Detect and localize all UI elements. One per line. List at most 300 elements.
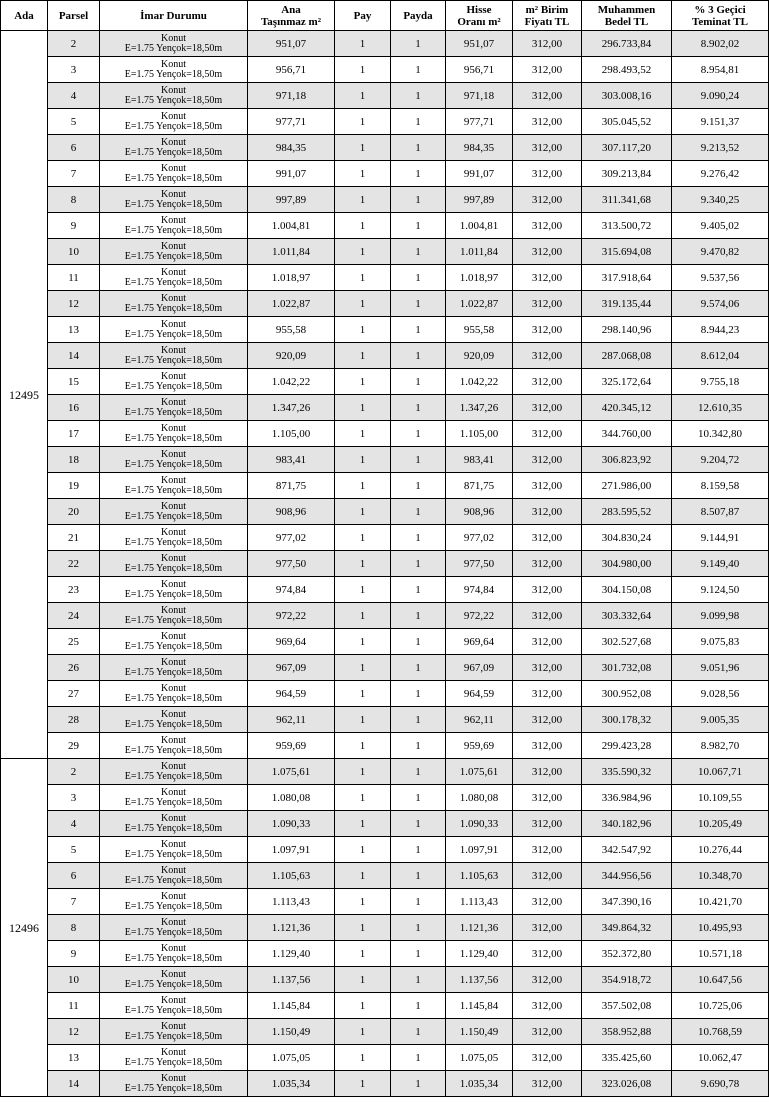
- pay-cell: 1: [335, 343, 391, 369]
- payda-cell: 1: [391, 889, 446, 915]
- payda-cell: 1: [391, 421, 446, 447]
- imar-cell: Konut E=1.75 Yençok=18,50m: [100, 863, 248, 889]
- imar-cell: Konut E=1.75 Yençok=18,50m: [100, 317, 248, 343]
- gecici-teminat-cell: 8.954,81: [672, 57, 769, 83]
- pay-cell: 1: [335, 993, 391, 1019]
- table-row: [1, 551, 769, 577]
- pay-cell: 1: [335, 1019, 391, 1045]
- ana-tasinmaz-cell: 962,11: [248, 707, 335, 733]
- parsel-cell: 18: [48, 447, 100, 473]
- payda-cell: 1: [391, 317, 446, 343]
- payda-cell: 1: [391, 681, 446, 707]
- table-row: [1, 317, 769, 343]
- birim-fiyati-cell: 312,00: [513, 83, 582, 109]
- imar-cell: Konut E=1.75 Yençok=18,50m: [100, 993, 248, 1019]
- ana-tasinmaz-cell: 967,09: [248, 655, 335, 681]
- parsel-cell: 25: [48, 629, 100, 655]
- muhammen-bedel-cell: 352.372,80: [582, 941, 672, 967]
- hisse-orani-cell: 1.150,49: [446, 1019, 513, 1045]
- hisse-orani-cell: 977,71: [446, 109, 513, 135]
- ana-tasinmaz-cell: 1.105,63: [248, 863, 335, 889]
- ana-tasinmaz-cell: 1.105,00: [248, 421, 335, 447]
- ana-tasinmaz-cell: 971,18: [248, 83, 335, 109]
- payda-cell: 1: [391, 83, 446, 109]
- muhammen-bedel-cell: 317.918,64: [582, 265, 672, 291]
- ana-tasinmaz-cell: 977,71: [248, 109, 335, 135]
- pay-cell: 1: [335, 83, 391, 109]
- pay-cell: 1: [335, 629, 391, 655]
- table-row: [1, 499, 769, 525]
- birim-fiyati-cell: 312,00: [513, 317, 582, 343]
- hisse-orani-cell: 1.113,43: [446, 889, 513, 915]
- hisse-orani-cell: 1.018,97: [446, 265, 513, 291]
- payda-cell: 1: [391, 863, 446, 889]
- gecici-teminat-cell: 9.151,37: [672, 109, 769, 135]
- ana-tasinmaz-cell: 1.075,61: [248, 759, 335, 785]
- ana-tasinmaz-cell: 964,59: [248, 681, 335, 707]
- birim-fiyati-cell: 312,00: [513, 291, 582, 317]
- birim-fiyati-cell: 312,00: [513, 369, 582, 395]
- header-gecici-teminat: % 3 Geçici Teminat TL: [672, 1, 769, 31]
- parsel-cell: 9: [48, 941, 100, 967]
- payda-cell: 1: [391, 655, 446, 681]
- muhammen-bedel-cell: 313.500,72: [582, 213, 672, 239]
- parsel-cell: 27: [48, 681, 100, 707]
- pay-cell: 1: [335, 655, 391, 681]
- birim-fiyati-cell: 312,00: [513, 109, 582, 135]
- hisse-orani-cell: 977,50: [446, 551, 513, 577]
- imar-cell: Konut E=1.75 Yençok=18,50m: [100, 187, 248, 213]
- imar-cell: Konut E=1.75 Yençok=18,50m: [100, 733, 248, 759]
- header-birim-fiyati: m² Birim Fiyatı TL: [513, 1, 582, 31]
- gecici-teminat-cell: 9.213,52: [672, 135, 769, 161]
- ana-tasinmaz-cell: 974,84: [248, 577, 335, 603]
- header-parsel: Parsel: [48, 1, 100, 31]
- pay-cell: 1: [335, 915, 391, 941]
- ana-tasinmaz-cell: 1.042,22: [248, 369, 335, 395]
- pay-cell: 1: [335, 1071, 391, 1097]
- pay-cell: 1: [335, 1045, 391, 1071]
- table-row: [1, 265, 769, 291]
- gecici-teminat-cell: 10.276,44: [672, 837, 769, 863]
- table-row: [1, 239, 769, 265]
- gecici-teminat-cell: 8.944,23: [672, 317, 769, 343]
- pay-cell: 1: [335, 317, 391, 343]
- imar-cell: Konut E=1.75 Yençok=18,50m: [100, 811, 248, 837]
- hisse-orani-cell: 1.004,81: [446, 213, 513, 239]
- hisse-orani-cell: 962,11: [446, 707, 513, 733]
- payda-cell: 1: [391, 1019, 446, 1045]
- pay-cell: 1: [335, 291, 391, 317]
- payda-cell: 1: [391, 629, 446, 655]
- table-row: [1, 577, 769, 603]
- hisse-orani-cell: 1.011,84: [446, 239, 513, 265]
- hisse-orani-cell: 1.042,22: [446, 369, 513, 395]
- parsel-cell: 14: [48, 343, 100, 369]
- ana-tasinmaz-cell: 959,69: [248, 733, 335, 759]
- table-row: [1, 473, 769, 499]
- pay-cell: 1: [335, 239, 391, 265]
- payda-cell: 1: [391, 213, 446, 239]
- imar-cell: Konut E=1.75 Yençok=18,50m: [100, 109, 248, 135]
- muhammen-bedel-cell: 354.918,72: [582, 967, 672, 993]
- hisse-orani-cell: 1.105,63: [446, 863, 513, 889]
- ana-tasinmaz-cell: 1.347,26: [248, 395, 335, 421]
- hisse-orani-cell: 997,89: [446, 187, 513, 213]
- birim-fiyati-cell: 312,00: [513, 551, 582, 577]
- table-row: [1, 395, 769, 421]
- parsel-cell: 2: [48, 31, 100, 57]
- imar-cell: Konut E=1.75 Yençok=18,50m: [100, 655, 248, 681]
- payda-cell: 1: [391, 57, 446, 83]
- table-row: [1, 915, 769, 941]
- payda-cell: 1: [391, 499, 446, 525]
- parsel-cell: 6: [48, 863, 100, 889]
- table-row: [1, 707, 769, 733]
- hisse-orani-cell: 1.129,40: [446, 941, 513, 967]
- muhammen-bedel-cell: 301.732,08: [582, 655, 672, 681]
- pay-cell: 1: [335, 577, 391, 603]
- pay-cell: 1: [335, 603, 391, 629]
- hisse-orani-cell: 1.090,33: [446, 811, 513, 837]
- muhammen-bedel-cell: 347.390,16: [582, 889, 672, 915]
- gecici-teminat-cell: 10.725,06: [672, 993, 769, 1019]
- birim-fiyati-cell: 312,00: [513, 655, 582, 681]
- imar-cell: Konut E=1.75 Yençok=18,50m: [100, 447, 248, 473]
- pay-cell: 1: [335, 681, 391, 707]
- gecici-teminat-cell: 10.571,18: [672, 941, 769, 967]
- parsel-cell: 7: [48, 161, 100, 187]
- header-row: [1, 1, 769, 31]
- imar-cell: Konut E=1.75 Yençok=18,50m: [100, 967, 248, 993]
- header-hisse-orani: Hisse Oranı m²: [446, 1, 513, 31]
- pay-cell: 1: [335, 161, 391, 187]
- gecici-teminat-cell: 9.144,91: [672, 525, 769, 551]
- muhammen-bedel-cell: 306.823,92: [582, 447, 672, 473]
- parsel-cell: 24: [48, 603, 100, 629]
- ana-tasinmaz-cell: 951,07: [248, 31, 335, 57]
- gecici-teminat-cell: 9.149,40: [672, 551, 769, 577]
- payda-cell: 1: [391, 239, 446, 265]
- hisse-orani-cell: 920,09: [446, 343, 513, 369]
- ana-tasinmaz-cell: 969,64: [248, 629, 335, 655]
- gecici-teminat-cell: 10.421,70: [672, 889, 769, 915]
- gecici-teminat-cell: 10.768,59: [672, 1019, 769, 1045]
- table-row: [1, 863, 769, 889]
- ana-tasinmaz-cell: 991,07: [248, 161, 335, 187]
- imar-cell: Konut E=1.75 Yençok=18,50m: [100, 785, 248, 811]
- hisse-orani-cell: 974,84: [446, 577, 513, 603]
- header-ada: Ada: [1, 1, 48, 31]
- imar-cell: Konut E=1.75 Yençok=18,50m: [100, 239, 248, 265]
- parsel-cell: 13: [48, 1045, 100, 1071]
- hisse-orani-cell: 1.121,36: [446, 915, 513, 941]
- gecici-teminat-cell: 10.109,55: [672, 785, 769, 811]
- gecici-teminat-cell: 10.348,70: [672, 863, 769, 889]
- hisse-orani-cell: 1.022,87: [446, 291, 513, 317]
- gecici-teminat-cell: 8.982,70: [672, 733, 769, 759]
- imar-cell: Konut E=1.75 Yençok=18,50m: [100, 395, 248, 421]
- birim-fiyati-cell: 312,00: [513, 525, 582, 551]
- pay-cell: 1: [335, 967, 391, 993]
- birim-fiyati-cell: 312,00: [513, 213, 582, 239]
- ana-tasinmaz-cell: 1.145,84: [248, 993, 335, 1019]
- payda-cell: 1: [391, 811, 446, 837]
- gecici-teminat-cell: 9.470,82: [672, 239, 769, 265]
- muhammen-bedel-cell: 336.984,96: [582, 785, 672, 811]
- parsel-cell: 9: [48, 213, 100, 239]
- table-row: [1, 161, 769, 187]
- birim-fiyati-cell: 312,00: [513, 967, 582, 993]
- table-row: [1, 83, 769, 109]
- gecici-teminat-cell: 8.507,87: [672, 499, 769, 525]
- hisse-orani-cell: 1.097,91: [446, 837, 513, 863]
- payda-cell: 1: [391, 993, 446, 1019]
- hisse-orani-cell: 967,09: [446, 655, 513, 681]
- birim-fiyati-cell: 312,00: [513, 447, 582, 473]
- hisse-orani-cell: 984,35: [446, 135, 513, 161]
- ana-tasinmaz-cell: 956,71: [248, 57, 335, 83]
- payda-cell: 1: [391, 369, 446, 395]
- table-row: [1, 525, 769, 551]
- parsel-cell: 4: [48, 811, 100, 837]
- birim-fiyati-cell: 312,00: [513, 889, 582, 915]
- parsel-cell: 28: [48, 707, 100, 733]
- gecici-teminat-cell: 9.075,83: [672, 629, 769, 655]
- imar-cell: Konut E=1.75 Yençok=18,50m: [100, 889, 248, 915]
- gecici-teminat-cell: 9.028,56: [672, 681, 769, 707]
- pay-cell: 1: [335, 369, 391, 395]
- imar-cell: Konut E=1.75 Yençok=18,50m: [100, 473, 248, 499]
- ana-tasinmaz-cell: 1.113,43: [248, 889, 335, 915]
- birim-fiyati-cell: 312,00: [513, 187, 582, 213]
- imar-cell: Konut E=1.75 Yençok=18,50m: [100, 57, 248, 83]
- muhammen-bedel-cell: 319.135,44: [582, 291, 672, 317]
- table-row: [1, 369, 769, 395]
- hisse-orani-cell: 1.075,05: [446, 1045, 513, 1071]
- imar-cell: Konut E=1.75 Yençok=18,50m: [100, 135, 248, 161]
- ana-tasinmaz-cell: 920,09: [248, 343, 335, 369]
- imar-cell: Konut E=1.75 Yençok=18,50m: [100, 369, 248, 395]
- birim-fiyati-cell: 312,00: [513, 135, 582, 161]
- parsel-cell: 6: [48, 135, 100, 161]
- hisse-orani-cell: 972,22: [446, 603, 513, 629]
- birim-fiyati-cell: 312,00: [513, 577, 582, 603]
- muhammen-bedel-cell: 304.830,24: [582, 525, 672, 551]
- header-muhammen-bedel: Muhammen Bedel TL: [582, 1, 672, 31]
- payda-cell: 1: [391, 343, 446, 369]
- payda-cell: 1: [391, 395, 446, 421]
- birim-fiyati-cell: 312,00: [513, 499, 582, 525]
- ana-tasinmaz-cell: 1.018,97: [248, 265, 335, 291]
- muhammen-bedel-cell: 344.956,56: [582, 863, 672, 889]
- ada-cell: 12495: [1, 31, 48, 759]
- pay-cell: 1: [335, 525, 391, 551]
- birim-fiyati-cell: 312,00: [513, 681, 582, 707]
- hisse-orani-cell: 983,41: [446, 447, 513, 473]
- parsel-cell: 3: [48, 785, 100, 811]
- birim-fiyati-cell: 312,00: [513, 759, 582, 785]
- table-row: [1, 889, 769, 915]
- table-row: [1, 967, 769, 993]
- parsel-cell: 16: [48, 395, 100, 421]
- ana-tasinmaz-cell: 977,02: [248, 525, 335, 551]
- hisse-orani-cell: 1.080,08: [446, 785, 513, 811]
- payda-cell: 1: [391, 707, 446, 733]
- pay-cell: 1: [335, 707, 391, 733]
- imar-cell: Konut E=1.75 Yençok=18,50m: [100, 551, 248, 577]
- pay-cell: 1: [335, 135, 391, 161]
- gecici-teminat-cell: 10.067,71: [672, 759, 769, 785]
- parsel-cell: 23: [48, 577, 100, 603]
- parsel-cell: 13: [48, 317, 100, 343]
- parsel-cell: 29: [48, 733, 100, 759]
- imar-cell: Konut E=1.75 Yençok=18,50m: [100, 941, 248, 967]
- parsel-cell: 2: [48, 759, 100, 785]
- muhammen-bedel-cell: 420.345,12: [582, 395, 672, 421]
- imar-cell: Konut E=1.75 Yençok=18,50m: [100, 603, 248, 629]
- gecici-teminat-cell: 8.612,04: [672, 343, 769, 369]
- hisse-orani-cell: 1.347,26: [446, 395, 513, 421]
- pay-cell: 1: [335, 551, 391, 577]
- table-row: [1, 447, 769, 473]
- parsel-cell: 8: [48, 187, 100, 213]
- parsel-cell: 11: [48, 265, 100, 291]
- table-row: [1, 785, 769, 811]
- parsel-cell: 4: [48, 83, 100, 109]
- payda-cell: 1: [391, 785, 446, 811]
- birim-fiyati-cell: 312,00: [513, 265, 582, 291]
- imar-cell: Konut E=1.75 Yençok=18,50m: [100, 31, 248, 57]
- birim-fiyati-cell: 312,00: [513, 473, 582, 499]
- parsel-cell: 11: [48, 993, 100, 1019]
- ana-tasinmaz-cell: 1.121,36: [248, 915, 335, 941]
- imar-cell: Konut E=1.75 Yençok=18,50m: [100, 629, 248, 655]
- ana-tasinmaz-cell: 1.097,91: [248, 837, 335, 863]
- pay-cell: 1: [335, 837, 391, 863]
- gecici-teminat-cell: 9.090,24: [672, 83, 769, 109]
- birim-fiyati-cell: 312,00: [513, 811, 582, 837]
- table-row: [1, 1045, 769, 1071]
- table-row: [1, 603, 769, 629]
- gecici-teminat-cell: 9.051,96: [672, 655, 769, 681]
- gecici-teminat-cell: 9.574,06: [672, 291, 769, 317]
- pay-cell: 1: [335, 941, 391, 967]
- table-row: [1, 291, 769, 317]
- parsel-cell: 10: [48, 239, 100, 265]
- hisse-orani-cell: 1.105,00: [446, 421, 513, 447]
- table-row: [1, 1071, 769, 1097]
- ana-tasinmaz-cell: 1.129,40: [248, 941, 335, 967]
- parsel-cell: 26: [48, 655, 100, 681]
- payda-cell: 1: [391, 525, 446, 551]
- payda-cell: 1: [391, 733, 446, 759]
- gecici-teminat-cell: 9.204,72: [672, 447, 769, 473]
- hisse-orani-cell: 964,59: [446, 681, 513, 707]
- muhammen-bedel-cell: 287.068,08: [582, 343, 672, 369]
- muhammen-bedel-cell: 358.952,88: [582, 1019, 672, 1045]
- hisse-orani-cell: 1.035,34: [446, 1071, 513, 1097]
- payda-cell: 1: [391, 577, 446, 603]
- payda-cell: 1: [391, 551, 446, 577]
- birim-fiyati-cell: 312,00: [513, 707, 582, 733]
- imar-cell: Konut E=1.75 Yençok=18,50m: [100, 291, 248, 317]
- payda-cell: 1: [391, 447, 446, 473]
- gecici-teminat-cell: 8.902,02: [672, 31, 769, 57]
- table-row: [1, 681, 769, 707]
- pay-cell: 1: [335, 785, 391, 811]
- muhammen-bedel-cell: 342.547,92: [582, 837, 672, 863]
- pay-cell: 1: [335, 733, 391, 759]
- birim-fiyati-cell: 312,00: [513, 863, 582, 889]
- imar-cell: Konut E=1.75 Yençok=18,50m: [100, 265, 248, 291]
- muhammen-bedel-cell: 357.502,08: [582, 993, 672, 1019]
- muhammen-bedel-cell: 304.980,00: [582, 551, 672, 577]
- ana-tasinmaz-cell: 1.004,81: [248, 213, 335, 239]
- pay-cell: 1: [335, 31, 391, 57]
- muhammen-bedel-cell: 300.952,08: [582, 681, 672, 707]
- payda-cell: 1: [391, 265, 446, 291]
- parsel-cell: 8: [48, 915, 100, 941]
- ana-tasinmaz-cell: 1.090,33: [248, 811, 335, 837]
- pay-cell: 1: [335, 213, 391, 239]
- muhammen-bedel-cell: 309.213,84: [582, 161, 672, 187]
- gecici-teminat-cell: 9.276,42: [672, 161, 769, 187]
- pay-cell: 1: [335, 889, 391, 915]
- pay-cell: 1: [335, 447, 391, 473]
- ana-tasinmaz-cell: 955,58: [248, 317, 335, 343]
- gecici-teminat-cell: 9.124,50: [672, 577, 769, 603]
- birim-fiyati-cell: 312,00: [513, 161, 582, 187]
- imar-cell: Konut E=1.75 Yençok=18,50m: [100, 681, 248, 707]
- table-row: [1, 837, 769, 863]
- table-row: [1, 421, 769, 447]
- payda-cell: 1: [391, 603, 446, 629]
- hisse-orani-cell: 991,07: [446, 161, 513, 187]
- payda-cell: 1: [391, 135, 446, 161]
- payda-cell: 1: [391, 837, 446, 863]
- parsel-cell: 12: [48, 1019, 100, 1045]
- table-row: [1, 993, 769, 1019]
- muhammen-bedel-cell: 298.493,52: [582, 57, 672, 83]
- hisse-orani-cell: 1.137,56: [446, 967, 513, 993]
- gecici-teminat-cell: 10.495,93: [672, 915, 769, 941]
- ana-tasinmaz-cell: 997,89: [248, 187, 335, 213]
- ana-tasinmaz-cell: 1.137,56: [248, 967, 335, 993]
- muhammen-bedel-cell: 300.178,32: [582, 707, 672, 733]
- pay-cell: 1: [335, 811, 391, 837]
- muhammen-bedel-cell: 335.590,32: [582, 759, 672, 785]
- hisse-orani-cell: 955,58: [446, 317, 513, 343]
- birim-fiyati-cell: 312,00: [513, 941, 582, 967]
- imar-cell: Konut E=1.75 Yençok=18,50m: [100, 707, 248, 733]
- gecici-teminat-cell: 10.062,47: [672, 1045, 769, 1071]
- payda-cell: 1: [391, 759, 446, 785]
- imar-cell: Konut E=1.75 Yençok=18,50m: [100, 161, 248, 187]
- gecici-teminat-cell: 9.755,18: [672, 369, 769, 395]
- birim-fiyati-cell: 312,00: [513, 31, 582, 57]
- parsel-cell: 5: [48, 837, 100, 863]
- muhammen-bedel-cell: 340.182,96: [582, 811, 672, 837]
- gecici-teminat-cell: 9.340,25: [672, 187, 769, 213]
- muhammen-bedel-cell: 307.117,20: [582, 135, 672, 161]
- table-row: [1, 135, 769, 161]
- gecici-teminat-cell: 9.005,35: [672, 707, 769, 733]
- birim-fiyati-cell: 312,00: [513, 993, 582, 1019]
- muhammen-bedel-cell: 315.694,08: [582, 239, 672, 265]
- hisse-orani-cell: 959,69: [446, 733, 513, 759]
- pay-cell: 1: [335, 421, 391, 447]
